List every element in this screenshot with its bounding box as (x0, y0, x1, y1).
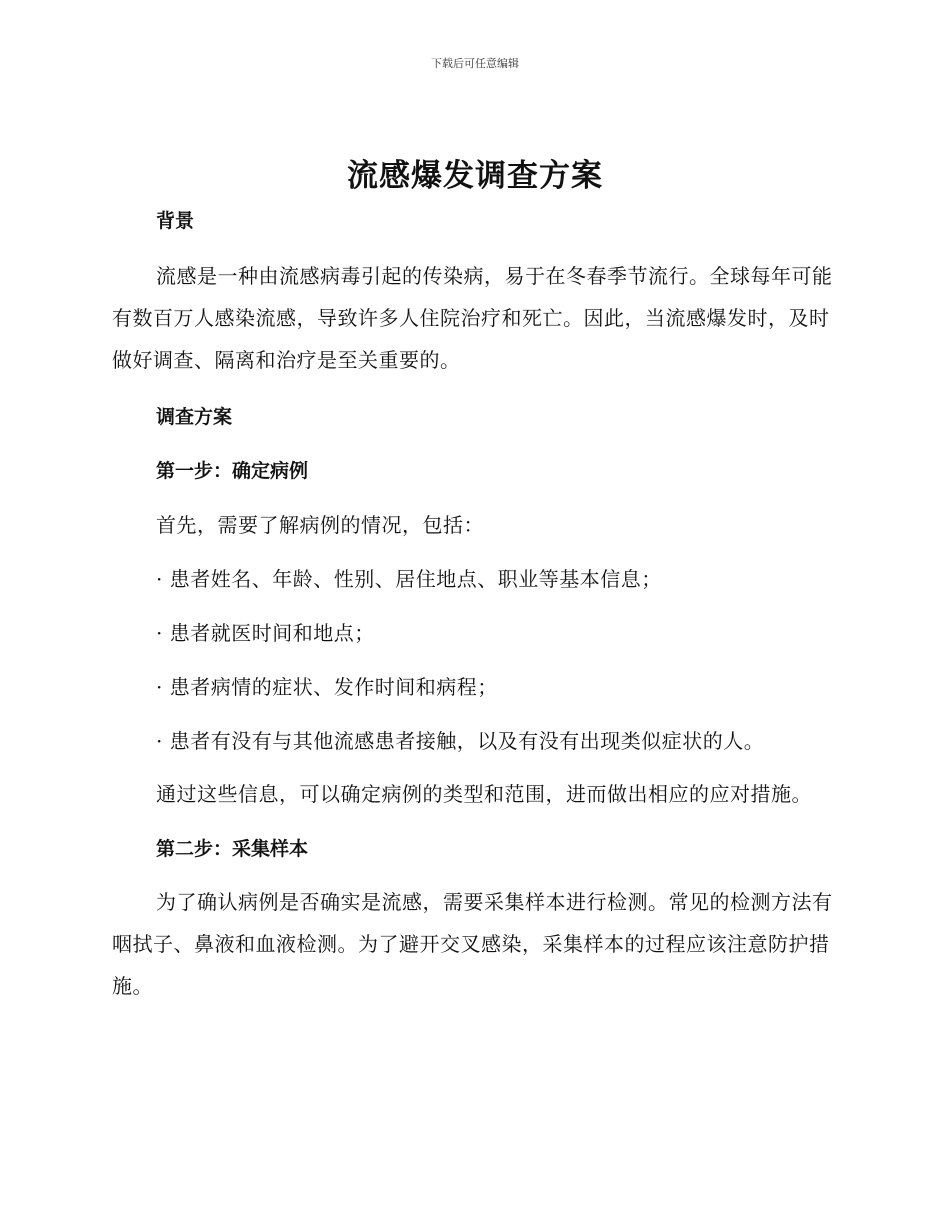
document-title: 流感爆发调查方案 (347, 158, 603, 194)
step1-conclusion: 通过这些信息，可以确定病例的类型和范围，进而做出相应的应对措施。 (156, 782, 812, 806)
step2-heading: 第二步：采集样本 (156, 838, 309, 860)
background-heading: 背景 (156, 210, 195, 232)
list-item: · 患者有没有与其他流感患者接触，以及有没有出现类似症状的人。 (156, 729, 765, 753)
background-paragraph: 流感是一种由流感病毒引起的传染病，易于在冬春季节流行。全球每年可能有数百万人感染流感，导致许多人住院治疗和死亡。因此，当流感爆发时，及时做好调查、隔离和治疗是至关重要的。 (112, 264, 833, 372)
step1-intro: 首先，需要了解病例的情况，包括： (156, 513, 484, 537)
list-item: · 患者姓名、年龄、性别、居住地点、职业等基本信息； (156, 567, 662, 591)
list-item: · 患者就医时间和地点； (156, 621, 375, 645)
document-body (112, 205, 837, 1007)
step1-heading: 第一步：确定病例 (156, 460, 309, 482)
step2-paragraph: 为了确认病例是否确实是流感，需要采集样本进行检测。常见的检测方法有咽拭子、鼻液和血液检测。为了避开交叉感染，采集样本的过程应该注意防护措施。 (112, 890, 833, 998)
plan-heading: 调查方案 (156, 406, 233, 428)
header-note: 下载后可任意编辑 (431, 57, 519, 70)
list-item: · 患者病情的症状、发作时间和病程； (156, 675, 498, 699)
